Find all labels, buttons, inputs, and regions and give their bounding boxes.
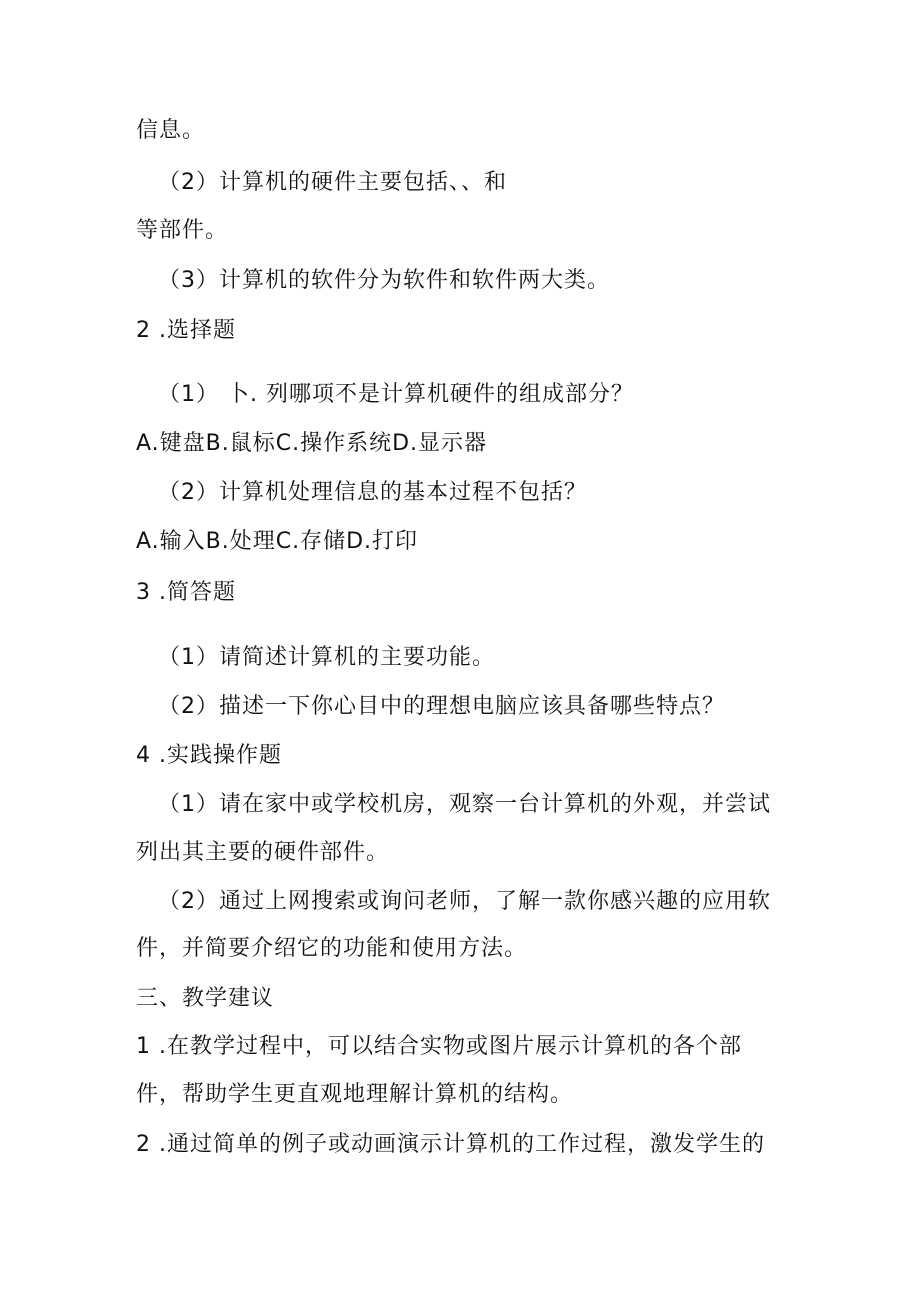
- section-heading-practice: 4 .实践操作题: [136, 743, 282, 768]
- text-line-continuation-info: 信息。: [136, 118, 206, 143]
- teaching-advice-1: 1 .在教学过程中，可以结合实物或图片展示计算机的各个部: [136, 1034, 742, 1059]
- practice-question-2-continuation: 件，并简要介绍它的功能和使用方法。: [136, 936, 528, 961]
- short-answer-question-2: （2）描述一下你心目中的理想电脑应该具备哪些特点？: [158, 694, 725, 719]
- choice-question-1: （1） 卜. 列哪项不是计算机硬件的组成部分？: [158, 382, 634, 407]
- choice-question-1-options: A.键盘B.鼠标C.操作系统D.显示器: [136, 431, 488, 456]
- fill-blank-question-2-continuation: 等部件。: [136, 218, 229, 243]
- teaching-advice-2: 2 .通过简单的例子或动画演示计算机的工作过程，激发学生的: [136, 1132, 765, 1157]
- choice-question-2-options: A.输入B.处理C.存储D.打印: [136, 529, 419, 554]
- short-answer-question-1: （1）请简述计算机的主要功能。: [158, 645, 495, 670]
- fill-blank-question-2: （2）计算机的硬件主要包括、、和: [158, 170, 507, 195]
- practice-question-1-continuation: 列出其主要的硬件部件。: [136, 840, 390, 865]
- section-heading-multiple-choice: 2 .选择题: [136, 318, 236, 343]
- choice-question-2: （2）计算机处理信息的基本过程不包括？: [158, 480, 587, 505]
- practice-question-2: （2）通过上网搜索或询问老师，了解一款你感兴趣的应用软: [158, 889, 771, 914]
- teaching-advice-1-continuation: 件，帮助学生更直观地理解计算机的结构。: [136, 1082, 574, 1107]
- section-heading-short-answer: 3 .简答题: [136, 580, 236, 605]
- fill-blank-question-3: （3）计算机的软件分为软件和软件两大类。: [158, 268, 610, 293]
- section-heading-teaching-advice: 三、教学建议: [136, 986, 275, 1011]
- practice-question-1: （1）请在家中或学校机房，观察一台计算机的外观，并尝试: [158, 792, 771, 817]
